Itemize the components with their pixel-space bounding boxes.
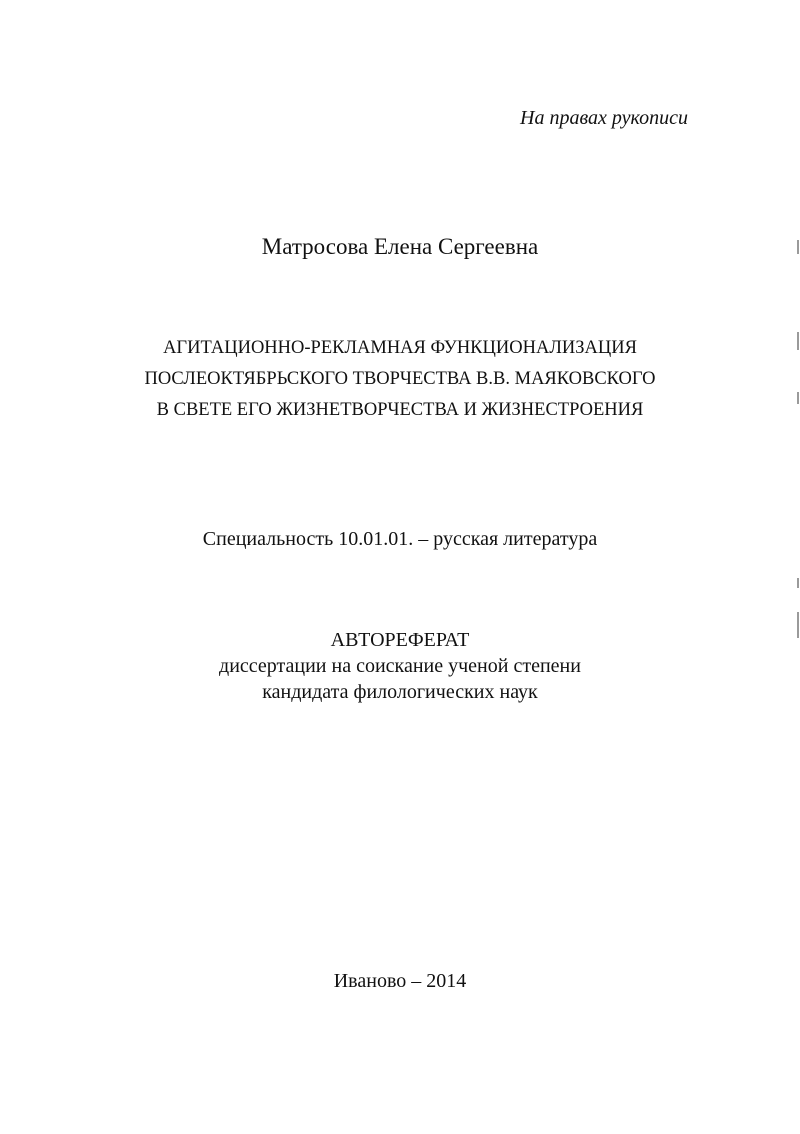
title-line-2: ПОСЛЕОКТЯБРЬСКОГО ТВОРЧЕСТВА В.В. МАЯКОВСКОГО — [144, 369, 656, 389]
author-name: Матросова Елена Сергеевна — [261, 234, 539, 259]
title-line-3: В СВЕТЕ ЕГО ЖИЗНЕТВОРЧЕСТВА И ЖИЗНЕСТРОЕНИЯ — [156, 400, 644, 420]
abstract-heading: АВТОРЕФЕРАТ — [330, 629, 470, 651]
rights-note: На правах рукописи — [520, 107, 688, 129]
abstract-line-1: диссертации на соискание ученой степени — [219, 655, 581, 677]
abstract-line-2: кандидата филологических наук — [262, 681, 538, 703]
scan-edge-marks — [794, 0, 800, 1134]
title-line-1: АГИТАЦИОННО-РЕКЛАМНАЯ ФУНКЦИОНАЛИЗАЦИЯ — [163, 338, 637, 358]
specialty-line: Специальность 10.01.01. – русская литература — [202, 528, 598, 550]
place-year: Иваново – 2014 — [333, 970, 467, 992]
dissertation-title — [0, 333, 800, 426]
abstract-block — [0, 627, 800, 705]
